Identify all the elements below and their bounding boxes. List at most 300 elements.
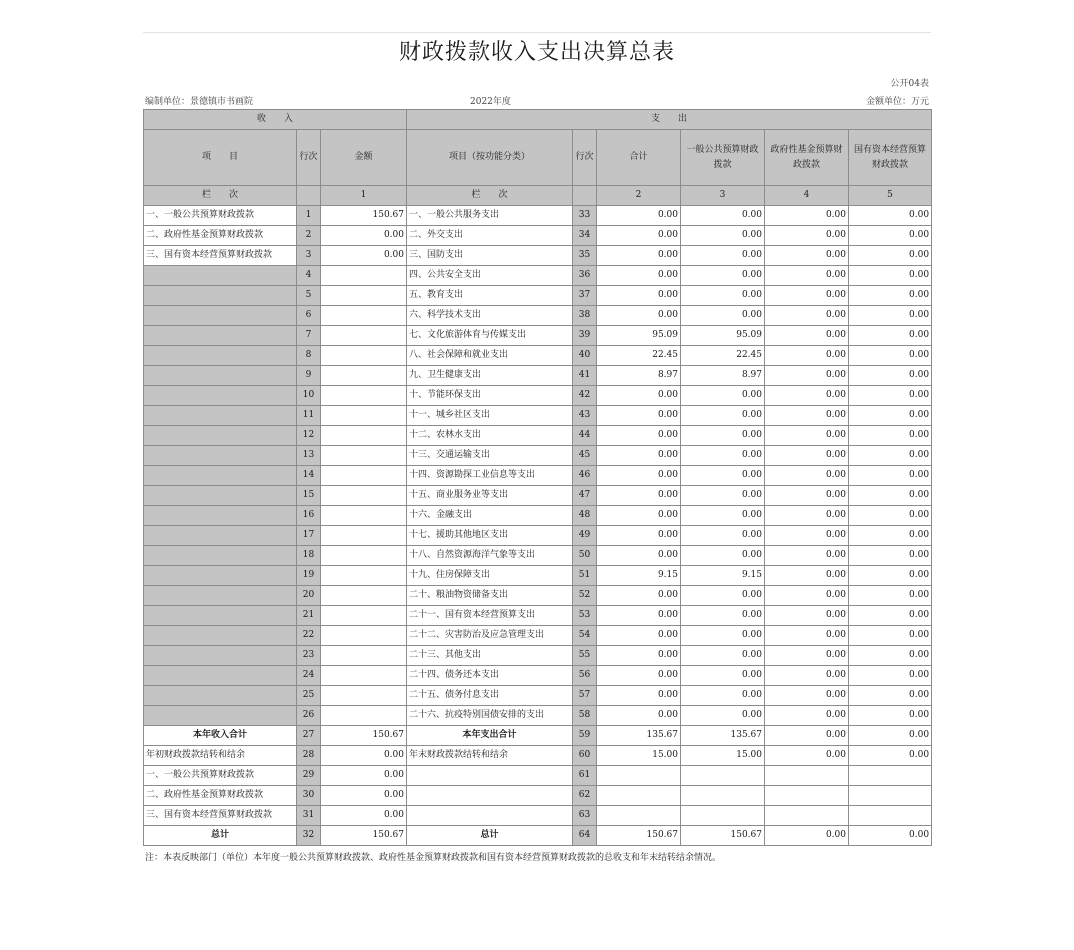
table-row	[144, 266, 932, 286]
expense-total: 0.00	[597, 666, 681, 686]
expense-state-capital: 0.00	[849, 246, 932, 266]
table-row	[144, 206, 932, 226]
income-amount	[321, 606, 407, 626]
expense-total: 22.45	[597, 346, 681, 366]
income-item	[144, 686, 297, 706]
table-row	[144, 806, 932, 826]
income-row-no: 7	[297, 326, 321, 346]
expense-total: 0.00	[597, 446, 681, 466]
expense-row-no: 34	[573, 226, 597, 246]
income-amount	[321, 266, 407, 286]
col-index-3: 3	[681, 186, 765, 206]
expense-row-no: 51	[573, 566, 597, 586]
expense-row-no: 44	[573, 426, 597, 446]
table-row	[144, 346, 932, 366]
money-unit-label: 金额单位：万元	[865, 97, 929, 107]
income-item	[144, 486, 297, 506]
expense-gov-fund: 0.00	[765, 666, 849, 686]
expense-total: 0.00	[597, 426, 681, 446]
income-item	[144, 366, 297, 386]
expense-total: 150.67	[597, 826, 681, 846]
expense-total: 0.00	[597, 586, 681, 606]
expense-row-no: 43	[573, 406, 597, 426]
expense-state-capital	[849, 766, 932, 786]
expense-state-capital: 0.00	[849, 226, 932, 246]
expense-general-budget: 15.00	[681, 746, 765, 766]
expense-general-budget: 0.00	[681, 606, 765, 626]
income-item	[144, 646, 297, 666]
expense-item	[407, 806, 573, 826]
expense-state-capital: 0.00	[849, 686, 932, 706]
expense-general-budget: 0.00	[681, 506, 765, 526]
income-row-no: 31	[297, 806, 321, 826]
expense-item: 十六、金融支出	[407, 506, 573, 526]
expense-general-budget: 22.45	[681, 346, 765, 366]
col-header-general-budget: 一般公共预算财政拨款	[681, 130, 765, 186]
expense-general-budget: 0.00	[681, 526, 765, 546]
income-item: 一、一般公共预算财政拨款	[144, 206, 297, 226]
income-row-no: 8	[297, 346, 321, 366]
expense-item: 十九、住房保障支出	[407, 566, 573, 586]
expense-gov-fund: 0.00	[765, 486, 849, 506]
income-item	[144, 546, 297, 566]
expense-total: 0.00	[597, 266, 681, 286]
income-amount	[321, 586, 407, 606]
income-item	[144, 386, 297, 406]
income-amount	[321, 466, 407, 486]
expense-general-budget: 0.00	[681, 706, 765, 726]
table-row	[144, 406, 932, 426]
expense-total: 0.00	[597, 206, 681, 226]
expense-general-budget: 0.00	[681, 206, 765, 226]
expense-item: 一、一般公共服务支出	[407, 206, 573, 226]
income-amount	[321, 486, 407, 506]
expense-row-no: 40	[573, 346, 597, 366]
expense-gov-fund: 0.00	[765, 746, 849, 766]
income-row-no: 27	[297, 726, 321, 746]
expense-row-no: 48	[573, 506, 597, 526]
income-amount	[321, 406, 407, 426]
income-amount	[321, 646, 407, 666]
column-header-row	[144, 130, 932, 186]
expense-state-capital: 0.00	[849, 606, 932, 626]
meta-row	[143, 91, 931, 109]
expense-general-budget: 0.00	[681, 306, 765, 326]
table-row	[144, 566, 932, 586]
income-item	[144, 266, 297, 286]
col-header-row-no-2: 行次	[573, 130, 597, 186]
expense-row-no: 50	[573, 546, 597, 566]
expense-row-no: 37	[573, 286, 597, 306]
income-row-no: 2	[297, 226, 321, 246]
expense-gov-fund: 0.00	[765, 826, 849, 846]
expense-state-capital: 0.00	[849, 326, 932, 346]
income-amount: 0.00	[321, 766, 407, 786]
income-row-no: 3	[297, 246, 321, 266]
expense-gov-fund: 0.00	[765, 526, 849, 546]
table-row	[144, 286, 932, 306]
expense-item: 二十、粮油物资储备支出	[407, 586, 573, 606]
income-amount: 0.00	[321, 246, 407, 266]
expense-gov-fund: 0.00	[765, 406, 849, 426]
income-amount	[321, 506, 407, 526]
expense-general-budget: 135.67	[681, 726, 765, 746]
expense-total: 0.00	[597, 246, 681, 266]
table-row	[144, 306, 932, 326]
expense-row-no: 61	[573, 766, 597, 786]
expense-item: 本年支出合计	[407, 726, 573, 746]
income-item	[144, 586, 297, 606]
expense-row-no: 59	[573, 726, 597, 746]
expense-total: 135.67	[597, 726, 681, 746]
expense-general-budget: 0.00	[681, 386, 765, 406]
expense-state-capital: 0.00	[849, 286, 932, 306]
expense-general-budget: 0.00	[681, 626, 765, 646]
income-row-no: 14	[297, 466, 321, 486]
expense-row-no: 36	[573, 266, 597, 286]
expense-general-budget: 0.00	[681, 286, 765, 306]
income-item: 本年收入合计	[144, 726, 297, 746]
income-item	[144, 706, 297, 726]
expense-gov-fund: 0.00	[765, 426, 849, 446]
expense-gov-fund: 0.00	[765, 606, 849, 626]
income-row-no: 12	[297, 426, 321, 446]
col-header-state-capital: 国有资本经营预算财政拨款	[849, 130, 932, 186]
expense-gov-fund: 0.00	[765, 566, 849, 586]
expense-state-capital: 0.00	[849, 546, 932, 566]
expense-total: 0.00	[597, 386, 681, 406]
expense-gov-fund: 0.00	[765, 386, 849, 406]
expense-general-budget	[681, 766, 765, 786]
expense-row-no: 62	[573, 786, 597, 806]
income-amount	[321, 706, 407, 726]
expense-row-no: 52	[573, 586, 597, 606]
table-row	[144, 646, 932, 666]
income-amount	[321, 626, 407, 646]
expense-item: 十四、资源勘探工业信息等支出	[407, 466, 573, 486]
expense-general-budget: 0.00	[681, 266, 765, 286]
expense-total: 15.00	[597, 746, 681, 766]
expense-general-budget: 9.15	[681, 566, 765, 586]
income-amount	[321, 366, 407, 386]
expense-total: 0.00	[597, 686, 681, 706]
income-row-no: 30	[297, 786, 321, 806]
expense-item: 二十一、国有资本经营预算支出	[407, 606, 573, 626]
expense-item: 九、卫生健康支出	[407, 366, 573, 386]
table-row	[144, 506, 932, 526]
unit-label: 编制单位：景德镇市书画院	[145, 97, 254, 107]
col-header-amount: 金额	[321, 130, 407, 186]
income-row-no: 1	[297, 206, 321, 226]
table-row	[144, 726, 932, 746]
expense-gov-fund	[765, 766, 849, 786]
income-amount	[321, 346, 407, 366]
expense-total: 9.15	[597, 566, 681, 586]
expense-state-capital: 0.00	[849, 426, 932, 446]
expense-general-budget: 0.00	[681, 226, 765, 246]
expense-total: 0.00	[597, 506, 681, 526]
expense-item: 二十六、抗疫特别国债安排的支出	[407, 706, 573, 726]
income-row-no: 10	[297, 386, 321, 406]
income-item: 三、国有资本经营预算财政拨款	[144, 806, 297, 826]
income-row-no: 28	[297, 746, 321, 766]
expense-item: 十一、城乡社区支出	[407, 406, 573, 426]
table-row	[144, 546, 932, 566]
expense-item: 二十五、债务付息支出	[407, 686, 573, 706]
col-index-4: 4	[765, 186, 849, 206]
expense-row-no: 60	[573, 746, 597, 766]
expense-state-capital: 0.00	[849, 746, 932, 766]
expense-total: 0.00	[597, 466, 681, 486]
page-title: 财政拨款收入支出决算总表	[143, 32, 931, 73]
expense-gov-fund: 0.00	[765, 546, 849, 566]
table-code-row	[143, 73, 931, 91]
expense-general-budget	[681, 806, 765, 826]
col-index-blank-2	[573, 186, 597, 206]
expense-general-budget	[681, 786, 765, 806]
expense-state-capital: 0.00	[849, 506, 932, 526]
table-row	[144, 606, 932, 626]
column-index-row	[144, 186, 932, 206]
expense-item: 年末财政拨款结转和结余	[407, 746, 573, 766]
table-row	[144, 446, 932, 466]
expense-state-capital: 0.00	[849, 566, 932, 586]
income-row-no: 4	[297, 266, 321, 286]
expense-item: 十五、商业服务业等支出	[407, 486, 573, 506]
income-amount	[321, 446, 407, 466]
table-row	[144, 366, 932, 386]
income-amount	[321, 286, 407, 306]
expense-general-budget: 0.00	[681, 646, 765, 666]
expense-item: 二、外交支出	[407, 226, 573, 246]
col-index-blank	[297, 186, 321, 206]
expense-item: 十二、农林水支出	[407, 426, 573, 446]
col-header-gov-fund: 政府性基金预算财政拨款	[765, 130, 849, 186]
expense-gov-fund: 0.00	[765, 346, 849, 366]
expense-gov-fund: 0.00	[765, 686, 849, 706]
expense-general-budget: 0.00	[681, 446, 765, 466]
expense-state-capital: 0.00	[849, 826, 932, 846]
expense-total: 0.00	[597, 286, 681, 306]
expense-state-capital: 0.00	[849, 626, 932, 646]
income-row-no: 5	[297, 286, 321, 306]
expense-general-budget: 95.09	[681, 326, 765, 346]
expense-general-budget: 0.00	[681, 486, 765, 506]
expense-item: 总计	[407, 826, 573, 846]
expense-row-no: 63	[573, 806, 597, 826]
expense-total: 0.00	[597, 306, 681, 326]
expense-state-capital: 0.00	[849, 266, 932, 286]
expense-general-budget: 0.00	[681, 466, 765, 486]
income-row-no: 6	[297, 306, 321, 326]
expense-general-budget: 0.00	[681, 546, 765, 566]
expense-row-no: 53	[573, 606, 597, 626]
table-row	[144, 666, 932, 686]
income-item	[144, 666, 297, 686]
footnote: 注：本表反映部门（单位）本年度一般公共预算财政拨款、政府性基金预算财政拨款和国有资本经营预算财政拨款的总收支和年末结转结余情况。	[145, 853, 722, 863]
income-amount	[321, 666, 407, 686]
expense-total: 0.00	[597, 406, 681, 426]
income-item	[144, 326, 297, 346]
expense-state-capital: 0.00	[849, 666, 932, 686]
expense-total: 8.97	[597, 366, 681, 386]
income-item: 二、政府性基金预算财政拨款	[144, 226, 297, 246]
expense-item: 七、文化旅游体育与传媒支出	[407, 326, 573, 346]
expense-gov-fund	[765, 806, 849, 826]
expense-row-no: 39	[573, 326, 597, 346]
income-item	[144, 526, 297, 546]
income-item	[144, 626, 297, 646]
col-header-row-no: 行次	[297, 130, 321, 186]
expense-gov-fund: 0.00	[765, 326, 849, 346]
expense-row-no: 58	[573, 706, 597, 726]
expense-row-no: 42	[573, 386, 597, 406]
expense-gov-fund: 0.00	[765, 646, 849, 666]
table-row	[144, 786, 932, 806]
table-row	[144, 486, 932, 506]
table-code: 公开04表	[890, 79, 929, 89]
expense-gov-fund: 0.00	[765, 506, 849, 526]
expense-state-capital: 0.00	[849, 306, 932, 326]
expense-item: 十三、交通运输支出	[407, 446, 573, 466]
income-row-no: 21	[297, 606, 321, 626]
expense-item: 二十四、债务还本支出	[407, 666, 573, 686]
expense-state-capital: 0.00	[849, 486, 932, 506]
income-amount: 0.00	[321, 746, 407, 766]
income-row-no: 29	[297, 766, 321, 786]
income-amount	[321, 546, 407, 566]
income-row-no: 25	[297, 686, 321, 706]
income-amount	[321, 386, 407, 406]
expense-gov-fund: 0.00	[765, 266, 849, 286]
col-header-func-item: 项目（按功能分类）	[407, 130, 573, 186]
expense-item	[407, 766, 573, 786]
expense-row-no: 41	[573, 366, 597, 386]
expense-general-budget: 0.00	[681, 586, 765, 606]
income-row-no: 15	[297, 486, 321, 506]
expense-state-capital: 0.00	[849, 346, 932, 366]
expense-gov-fund	[765, 786, 849, 806]
expense-row-no: 35	[573, 246, 597, 266]
income-item	[144, 426, 297, 446]
col-header-total: 合计	[597, 130, 681, 186]
income-item	[144, 506, 297, 526]
expense-gov-fund: 0.00	[765, 306, 849, 326]
table-row	[144, 746, 932, 766]
table-row	[144, 466, 932, 486]
expense-gov-fund: 0.00	[765, 226, 849, 246]
expense-row-no: 33	[573, 206, 597, 226]
expense-state-capital	[849, 806, 932, 826]
col-index-label: 栏 次	[144, 186, 297, 206]
expense-item: 十、节能环保支出	[407, 386, 573, 406]
income-item	[144, 406, 297, 426]
expense-gov-fund: 0.00	[765, 466, 849, 486]
expense-state-capital: 0.00	[849, 206, 932, 226]
expense-row-no: 49	[573, 526, 597, 546]
expense-gov-fund: 0.00	[765, 206, 849, 226]
expense-general-budget: 150.67	[681, 826, 765, 846]
income-item	[144, 286, 297, 306]
income-section-header: 收 入	[144, 110, 407, 130]
expense-state-capital: 0.00	[849, 386, 932, 406]
table-row	[144, 586, 932, 606]
fiscal-summary-table	[143, 109, 932, 846]
income-row-no: 19	[297, 566, 321, 586]
income-row-no: 26	[297, 706, 321, 726]
expense-item: 六、科学技术支出	[407, 306, 573, 326]
expense-general-budget: 0.00	[681, 426, 765, 446]
expense-state-capital: 0.00	[849, 646, 932, 666]
income-amount: 0.00	[321, 786, 407, 806]
expense-gov-fund: 0.00	[765, 586, 849, 606]
expense-row-no: 54	[573, 626, 597, 646]
expense-item: 八、社会保障和就业支出	[407, 346, 573, 366]
income-item: 一、一般公共预算财政拨款	[144, 766, 297, 786]
expense-general-budget: 0.00	[681, 246, 765, 266]
table-row	[144, 326, 932, 346]
table-row	[144, 426, 932, 446]
expense-row-no: 56	[573, 666, 597, 686]
income-amount: 150.67	[321, 826, 407, 846]
income-row-no: 18	[297, 546, 321, 566]
expense-total: 0.00	[597, 526, 681, 546]
year-label: 2022年度	[470, 97, 511, 107]
table-row	[144, 826, 932, 846]
income-item	[144, 566, 297, 586]
expense-gov-fund: 0.00	[765, 246, 849, 266]
expense-gov-fund: 0.00	[765, 286, 849, 306]
income-item: 三、国有资本经营预算财政拨款	[144, 246, 297, 266]
expense-general-budget: 8.97	[681, 366, 765, 386]
income-row-no: 22	[297, 626, 321, 646]
expense-total: 0.00	[597, 626, 681, 646]
table-row	[144, 706, 932, 726]
expense-state-capital: 0.00	[849, 526, 932, 546]
table-row	[144, 626, 932, 646]
report-sheet	[143, 32, 931, 863]
expense-total: 0.00	[597, 546, 681, 566]
expense-state-capital: 0.00	[849, 706, 932, 726]
expense-state-capital: 0.00	[849, 586, 932, 606]
income-row-no: 9	[297, 366, 321, 386]
expense-total	[597, 766, 681, 786]
income-amount	[321, 426, 407, 446]
income-item: 总计	[144, 826, 297, 846]
expense-general-budget: 0.00	[681, 686, 765, 706]
income-row-no: 23	[297, 646, 321, 666]
expense-state-capital: 0.00	[849, 466, 932, 486]
expense-total: 0.00	[597, 606, 681, 626]
expense-gov-fund: 0.00	[765, 366, 849, 386]
col-index-label-2: 栏 次	[407, 186, 573, 206]
expense-row-no: 55	[573, 646, 597, 666]
expense-row-no: 64	[573, 826, 597, 846]
expense-gov-fund: 0.00	[765, 726, 849, 746]
col-index-5: 5	[849, 186, 932, 206]
table-row	[144, 226, 932, 246]
income-row-no: 20	[297, 586, 321, 606]
income-item: 年初财政拨款结转和结余	[144, 746, 297, 766]
income-item	[144, 446, 297, 466]
expense-item: 三、国防支出	[407, 246, 573, 266]
col-header-item: 项 目	[144, 130, 297, 186]
income-amount: 150.67	[321, 206, 407, 226]
income-amount: 0.00	[321, 226, 407, 246]
expense-row-no: 57	[573, 686, 597, 706]
expense-item: 五、教育支出	[407, 286, 573, 306]
income-row-no: 32	[297, 826, 321, 846]
